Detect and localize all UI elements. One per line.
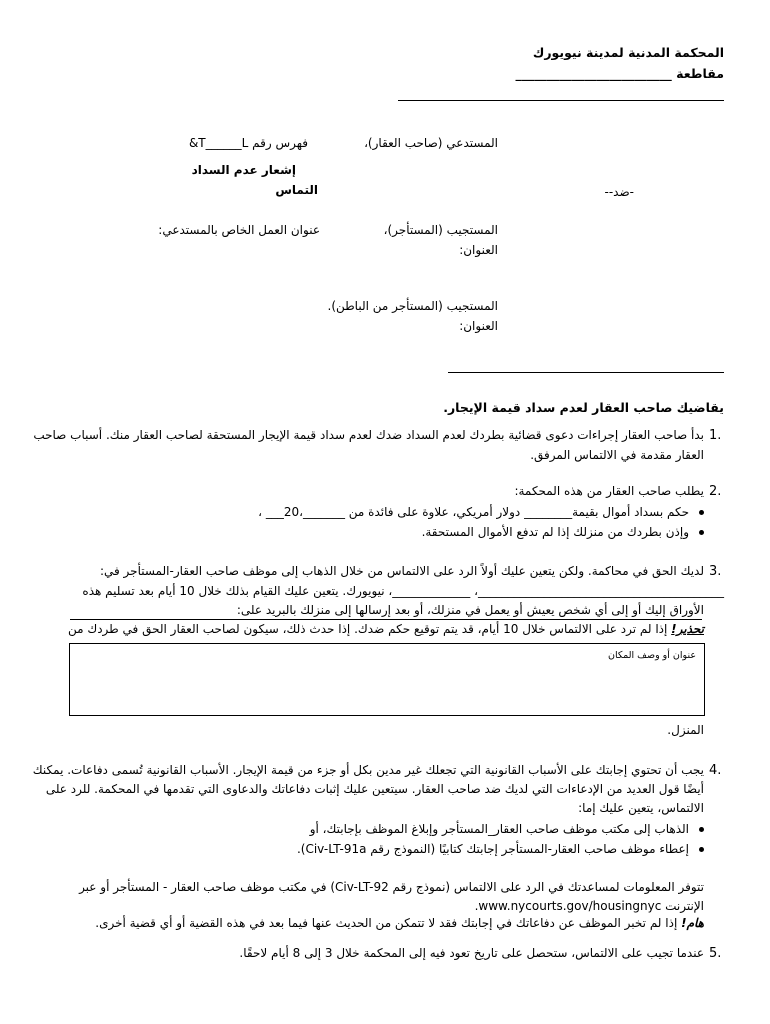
item-5-number: 5. [709,946,722,961]
subtenant-address-label: العنوان: [459,319,498,333]
court-name: المحكمة المدنية لمدينة نيويورك [532,45,724,60]
info-line-1: تتوفر المعلومات لمساعدتك في الرد على الالتماس (نموذج رقم Civ-LT-92) في مكتب موظف صاحب العقار - المستأجر أو عبر [79,880,704,894]
notice-subtitle: التماس [275,183,318,197]
item-2-number: 2. [709,484,722,499]
item-3-text-line4: إذا لم ترد على الالتماس خلال 10 أيام، قد يتم توقيع حكم ضدك. إذا حدث ذلك، سيكون لصاحب العقار الحق في طردك من [67,622,672,636]
item-3-text-line3: الأوراق إليك أو إلى أي شخص يعيش أو يعمل في منزلك، أو بعد إرسالها إلى منزلك بالبريد على: [236,603,704,617]
against-label: -ضد-- [604,185,634,199]
section-heading: يقاضيك صاحب العقار لعدم سداد قيمة الإيجار. [443,400,724,415]
item-4-number: 4. [709,763,722,778]
item-4-text-line3: الالتماس، يتعين عليك إما: [578,801,704,815]
important-text: إذا لم تخبر الموظف عن دفاعاتك في إجابتك فقد لا تتمكن من الحديث عنها فيما بعد في هذه القضية أو أي قضية أخرى. [95,916,682,930]
index-number: فهرس رقم T______L& [188,136,308,150]
item-4-text-line1: يجب أن تحتوي إجابتك على الأسباب القانونية التي تجعلك غير مدين بكل أو جزء من قيمة الإيجار. الأسباب القانونية تُسمى دفاعات. يمكنك [32,763,704,777]
item-4-text-line2: أيضًا قول العديد من الإدعاءات التي لديك ضد صاحب العقار. سيتعين عليك إثبات دفاعاتك والدعاوى التي تقدمها في المحكمة. للرد على [45,782,704,796]
item-2-bullet-1 [258,505,704,519]
premises-description-box[interactable] [69,643,705,716]
item-3-number: 3. [709,564,722,579]
respondent-label: المستجيب (المستأجر)، [383,223,498,237]
item-3-text-line2: _________________________________________، _____________، نيويورك. يتعين عليك القيام بذلك خلال 10 أيام بعد تسليم هذه [82,584,724,598]
mail-date-underline [70,619,702,620]
bullet-icon [699,847,704,852]
bullet-icon [699,827,704,832]
info-line-2: الإنترنت www.nycourts.gov/housingnyc. [474,899,704,913]
warning-label: تحذير! [671,622,704,636]
header-divider [398,100,724,101]
item-5-text: عندما تجيب على الالتماس، ستحصل على تاريخ تعود فيه إلى المحكمة خلال 3 إلى 8 أيام لاحقًا. [239,946,704,960]
caption-divider [448,372,724,373]
premises-box-label: عنوان أو وصف المكان [608,650,696,661]
petitioner-label: المستدعي (صاحب العقار)، [364,136,498,150]
item-1-text-line2: العقار مقدمة في الالتماس المرفق. [530,448,704,462]
respondent-address-label: العنوان: [459,243,498,257]
item-4-bullet-2-text: إعطاء موظف صاحب العقار-المستأجر إجابتك كتابيًا (النموذج رقم Civ-LT-91a). [296,842,689,856]
item-4-bullet-2 [297,842,704,856]
item-3-text-line1: لديك الحق في محاكمة. ولكن يتعين عليك أولاً الرد على الالتماس من خلال الذهاب إلى موظف صاحب العقار-المستأجر في: [99,564,704,578]
bullet-icon [699,530,704,535]
item-2-intro: يطلب صاحب العقار من هذه المحكمة: [514,484,704,498]
item-3-tail: المنزل. [667,723,704,737]
item-2-bullet-1-text: حكم بسداد أموال بقيمة________ دولار أمريكي، علاوة على فائدة من _______،20___ ، [258,505,689,519]
bullet-icon [699,510,704,515]
item-3-warning-line [68,622,704,636]
petitioner-work-address-label: عنوان العمل الخاص بالمستدعي: [158,223,320,237]
item-4-bullet-1 [310,822,704,836]
county-field: مقاطعة _________________________ [515,66,724,81]
item-1-number: 1. [709,428,722,443]
important-note [95,916,704,930]
item-1-text-line1: بدأ صاحب العقار إجراءات دعوى قضائية بطردك لعدم السداد ضدك لعدم سداد قيمة الإيجار المستحقة لصاحب العقار منك. أسباب صاحب [33,428,704,442]
important-label: هام! [681,916,704,930]
item-2-bullet-2 [422,525,704,539]
item-2-bullet-2-text: وإذن بطردك من منزلك إذا لم تدفع الأموال المستحقة. [421,525,689,539]
notice-title: إشعار عدم السداد [191,163,296,177]
item-4-bullet-1-text: الذهاب إلى مكتب موظف صاحب العقار_المستأجر وإبلاغ الموظف بإجابتك، أو [309,822,689,836]
subtenant-label: المستجيب (المستأجر من الباطن). [327,299,498,313]
